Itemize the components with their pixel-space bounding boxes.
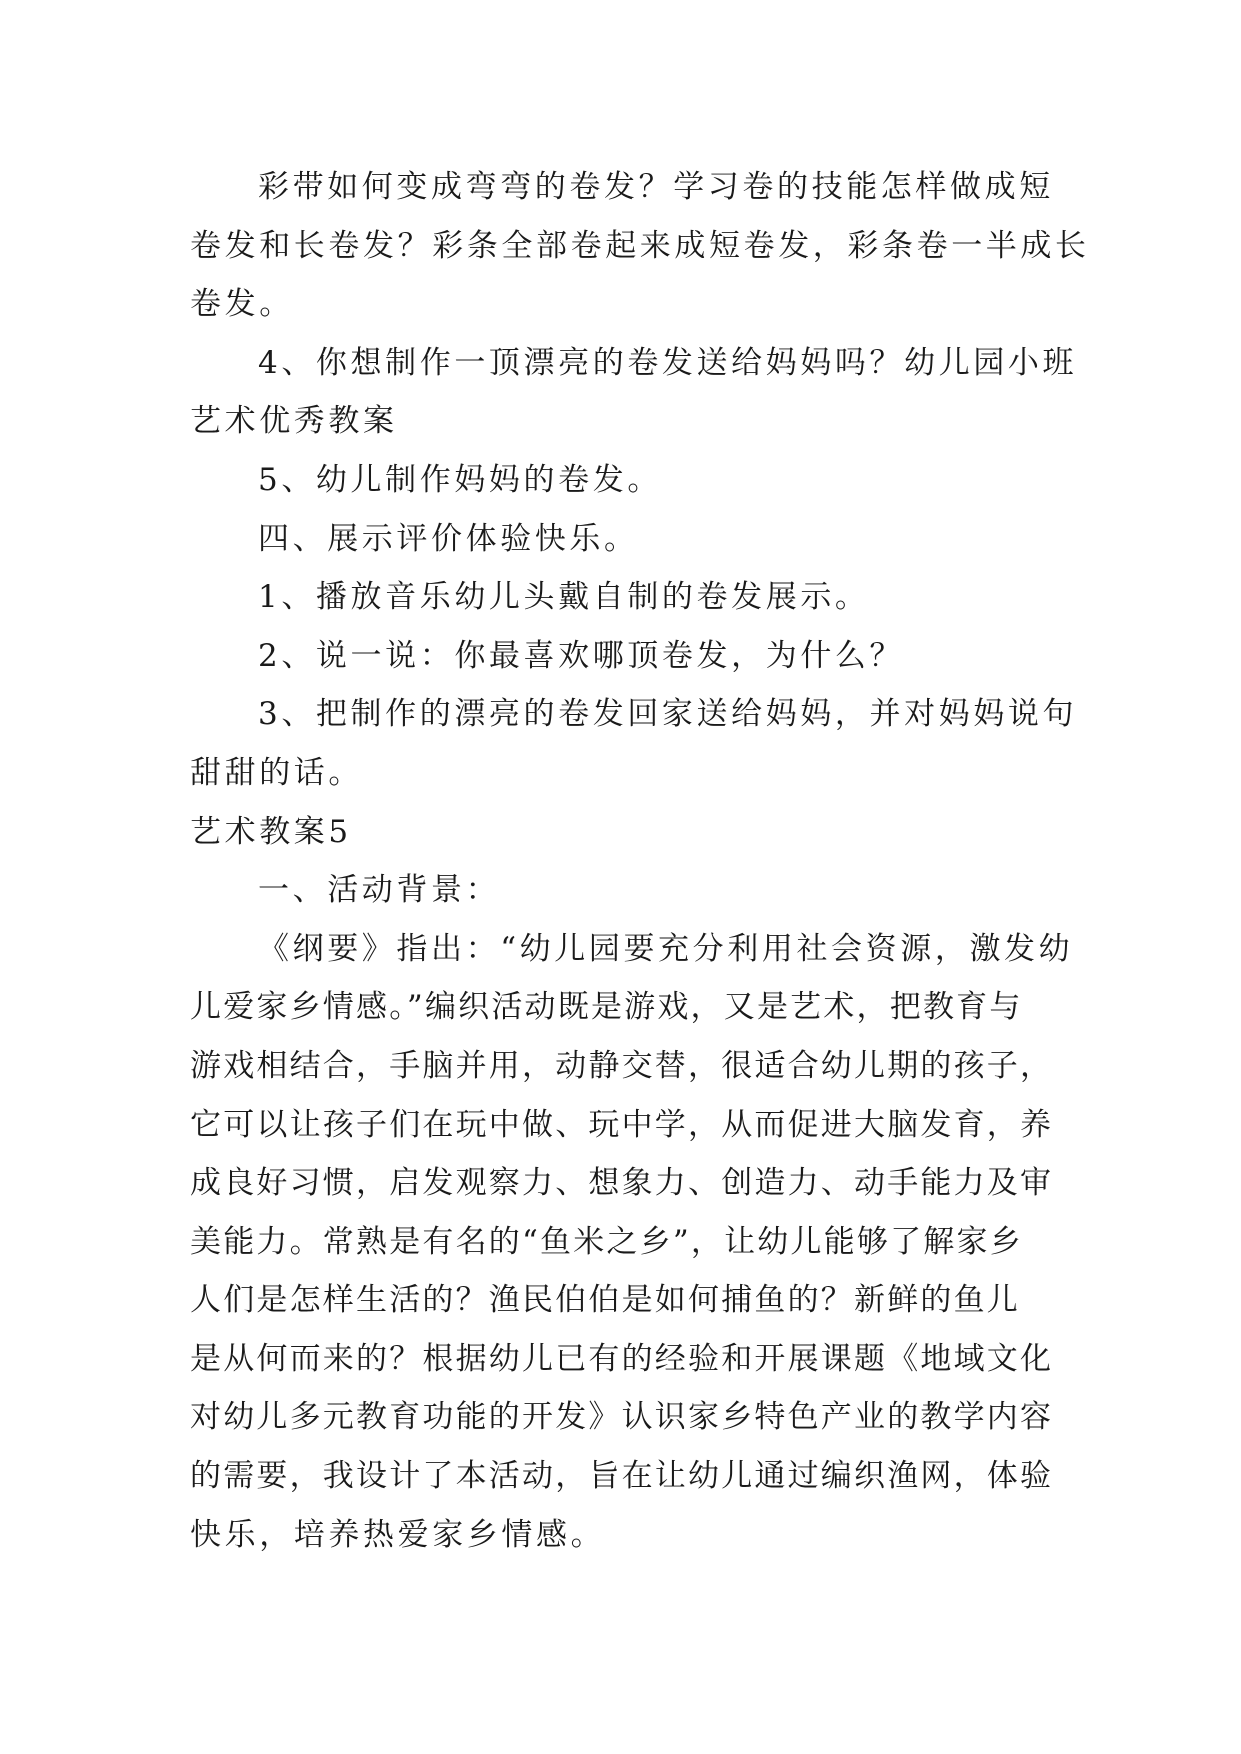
list-item-1: 1、播放音乐幼儿头戴自制的卷发展示。 — [258, 579, 870, 616]
paragraph-line: 彩带如何变成弯弯的卷发？学习卷的技能怎样做成短 — [258, 169, 1054, 205]
list-item-3: 3、把制作的漂亮的卷发回家送给妈妈，并对妈妈说句 — [258, 696, 1078, 733]
paragraph-line: 儿爱家乡情感。”编织活动既是游戏，又是艺术，把教育与 — [190, 989, 1023, 1026]
section-heading-1: 一、活动背景： — [258, 872, 501, 909]
paragraph-line: 卷发。 — [190, 286, 294, 323]
paragraph-line: 人们是怎样生活的？渔民伯伯是如何捕鱼的？新鲜的鱼儿 — [190, 1282, 1020, 1319]
paragraph-line: 《纲要》指出：“幼儿园要充分利用社会资源，激发幼 — [258, 930, 1074, 967]
paragraph-line: 艺术优秀教案 — [190, 403, 398, 440]
paragraph-line: 甜甜的话。 — [190, 754, 363, 791]
paragraph-line: 游戏相结合，手脑并用，动静交替，很适合幼儿期的孩子， — [190, 1047, 1054, 1084]
paragraph-line: 是从何而来的？根据幼儿已有的经验和开展课题《地域文化 — [190, 1340, 1054, 1377]
paragraph-line: 它可以让孩子们在玩中做、玩中学，从而促进大脑发育，养 — [190, 1106, 1054, 1143]
paragraph-line: 的需要，我设计了本活动，旨在让幼儿通过编织渔网，体验 — [190, 1458, 1054, 1495]
section-heading-4: 四、展示评价体验快乐。 — [258, 520, 639, 557]
paragraph-line: 快乐，培养热爱家乡情感。 — [190, 1516, 606, 1553]
paragraph-line: 卷发和长卷发？彩条全部卷起来成短卷发，彩条卷一半成长 — [190, 227, 1090, 264]
document-body — [190, 158, 1090, 1564]
list-item-2: 2、说一说：你最喜欢哪顶卷发，为什么？ — [258, 637, 905, 674]
document-title: 艺术教案5 — [190, 813, 352, 850]
paragraph-line: 成良好习惯，启发观察力、想象力、创造力、动手能力及审 — [190, 1165, 1054, 1202]
list-item-4: 4、你想制作一顶漂亮的卷发送给妈妈吗？幼儿园小班 — [258, 344, 1078, 381]
list-item-5: 5、幼儿制作妈妈的卷发。 — [258, 461, 662, 498]
paragraph-line: 美能力。常熟是有名的“鱼米之乡”，让幼儿能够了解家乡 — [190, 1223, 1023, 1260]
paragraph-line: 对幼儿多元教育功能的开发》认识家乡特色产业的教学内容 — [190, 1399, 1054, 1436]
